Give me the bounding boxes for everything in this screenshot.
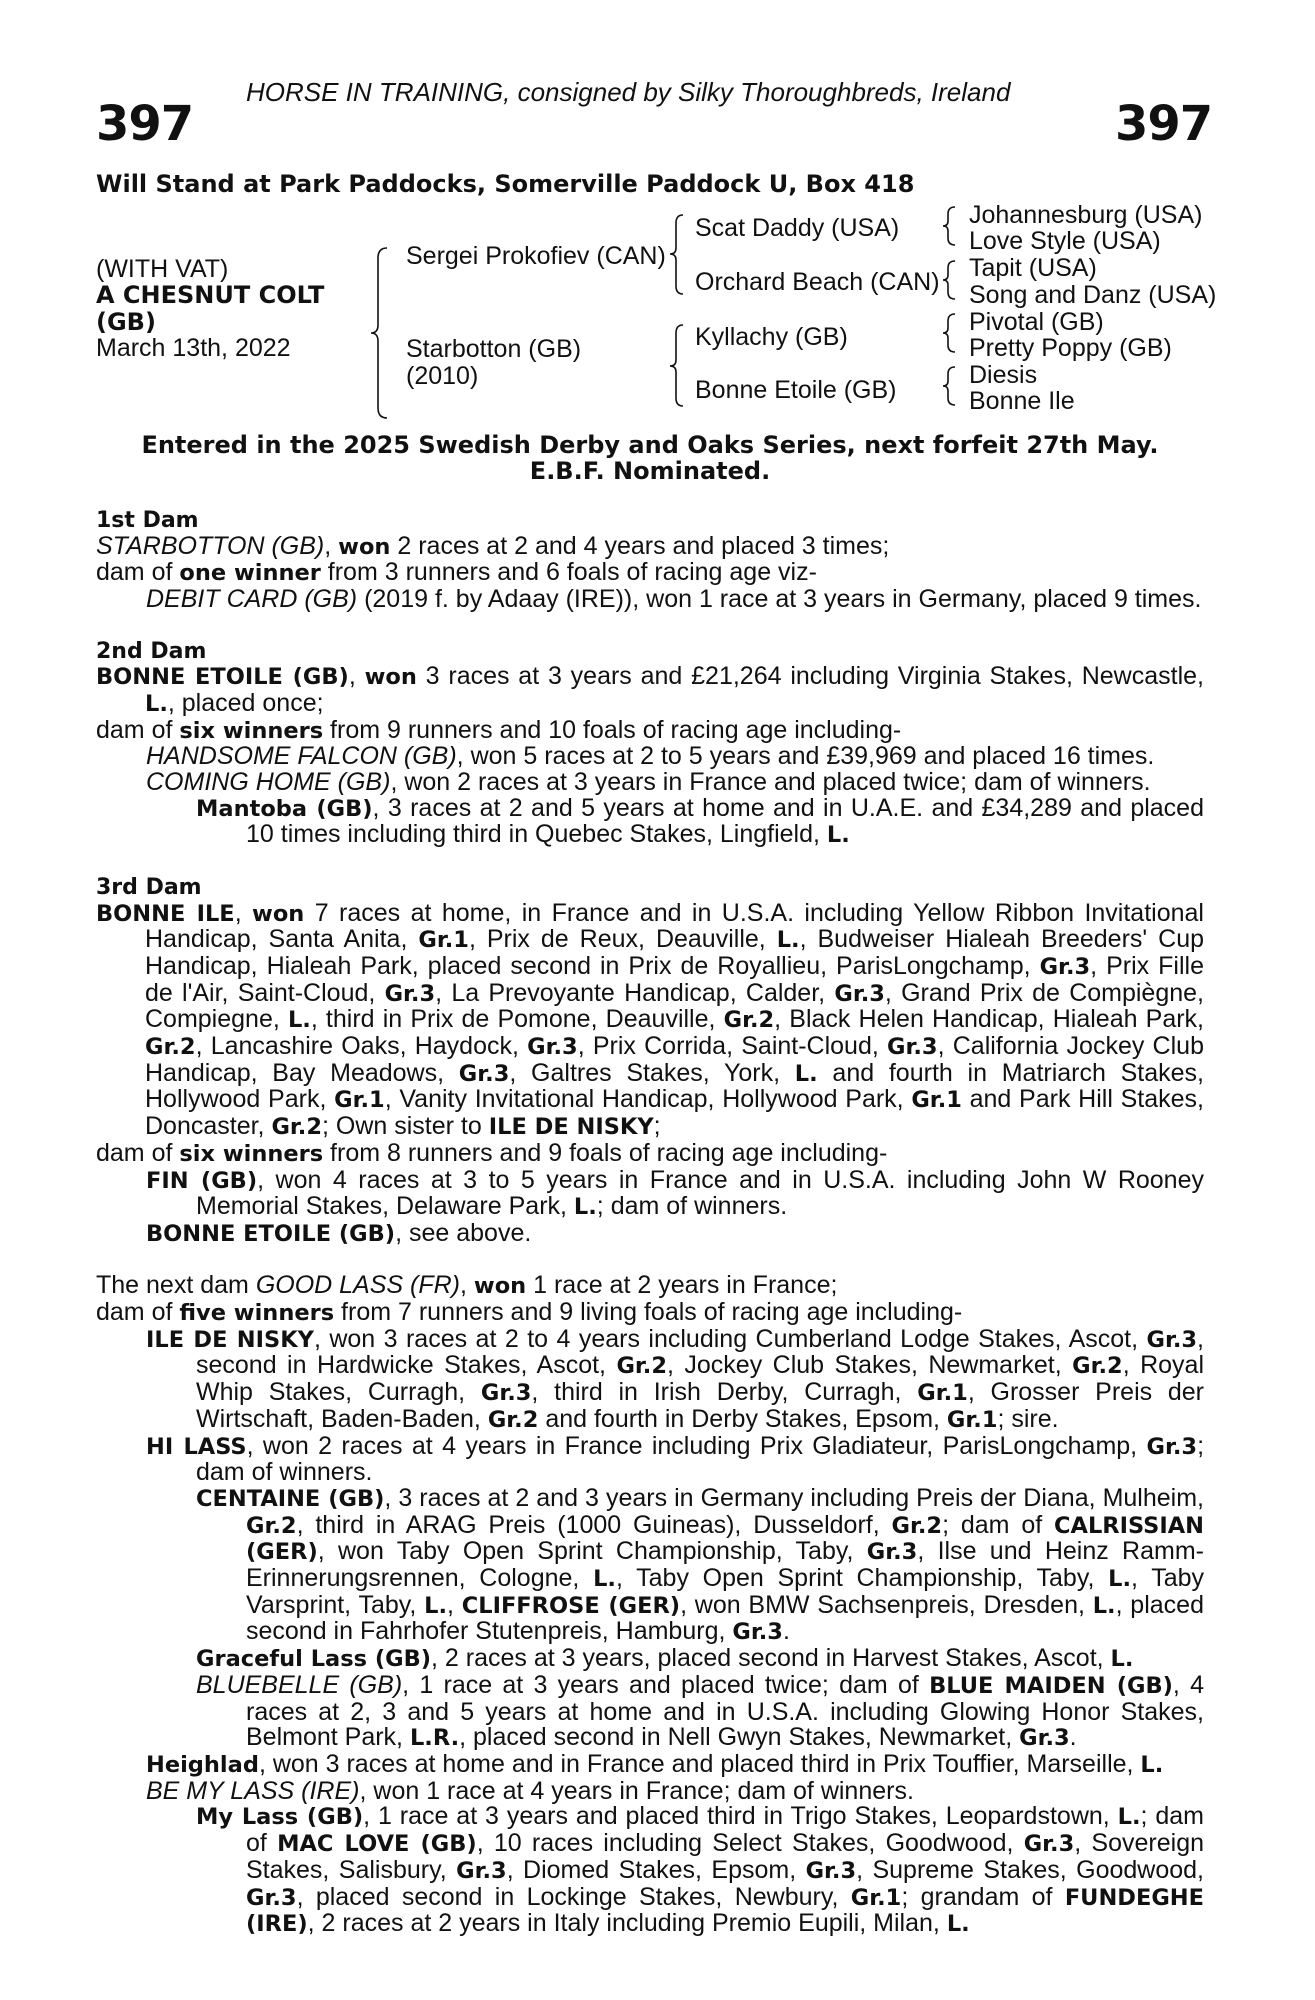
dam-dam: Bonne Etoile (GB) <box>695 376 897 404</box>
second-dam-section <box>96 639 1204 850</box>
next-dam-record: The next dam GOOD LASS (FR), won 1 race at 2 years in France; <box>96 1271 838 1300</box>
entry-line-1: Entered in the 2025 Swedish Derby and Oaks Series, next forfeit 27th May. <box>141 431 1159 459</box>
sire-dam: Orchard Beach (CAN) <box>695 268 940 296</box>
grandoffspring-my-lass: My Lass (GB), 1 race at 3 years and placed third in Trigo Stakes, Leopardstown, L.; dam of MAC LOVE (GB), 10 races including Select Stakes, Goodwood, Gr.3, Sovereign Stakes, Salisbury, Gr.3, Diomed Stakes, Epsom, Gr.3, Supreme Stakes, Goodwood, Gr.3, placed second in Lockinge Stakes, Newbury, Gr.1; grandam of FUNDEGHE (IRE), 2 races at 2 years in Italy including Premio Eupili, Milan, L. <box>196 1802 1205 1938</box>
grandoffspring-bluebelle: BLUEBELLE (GB), 1 race at 3 years and placed twice; dam of BLUE MAIDEN (GB), 4 races at 2, 3 and 5 years at home and in U.S.A. including Glowing Honor Stakes, Belmont Park, L.R., placed second in Nell Gwyn Stakes, Newmarket, Gr.3. <box>196 1670 1205 1752</box>
third-dam-heading: 3rd Dam <box>96 874 202 900</box>
third-dam-record: BONNE ILE, won 7 races at home, in France and in U.S.A. including Yellow Ribbon Invitational Handicap, Santa Anita, Gr.1, Prix de Reux, Deauville, L., Budweiser Hialeah Breeders' Cup Handicap, Hialeah Park, placed second in Prix de Royallieu, ParisLongchamp, Gr.3, Prix Fille de l'Air, Saint-Cloud, Gr.3, La Prevoyante Handicap, Calder, Gr.3, Grand Prix de Compiègne, Compiegne, L., third in Prix de Pomone, Deauville, Gr.2, Black Helen Handicap, Hialeah Park, Gr.2, Lancashire Oaks, Haydock, Gr.3, Prix Corrida, Saint-Cloud, Gr.3, California Jockey Club Handicap, Bay Meadows, Gr.3, Galtres Stakes, York, L. and fourth in Matriarch Stakes, Hollywood Park, Gr.1, Vanity Invitational Handicap, Hollywood Park, Gr.1 and Park Hill Stakes, Doncaster, Gr.2; Own sister to ILE DE NISKY; <box>96 898 1205 1141</box>
first-dam-produce: dam of one winner from 3 runners and 6 foals of racing age viz- <box>96 558 817 587</box>
horse-title-country: (GB) <box>96 308 156 336</box>
lot-number-left: 397 <box>96 96 194 152</box>
horse-title: A CHESNUT COLT <box>96 281 325 309</box>
third-dam-offspring-1: FIN (GB), won 4 races at 3 to 5 years in France and in U.S.A. including John W Rooney Memorial Stakes, Delaware Park, L.; dam of winners. <box>146 1165 1204 1221</box>
third-dam-offspring-2: BONNE ETOILE (GB), see above. <box>146 1218 532 1247</box>
grandoffspring-graceful-lass: Graceful Lass (GB), 2 races at 3 years, placed second in Harvest Stakes, Ascot, L. <box>196 1644 1134 1673</box>
first-dam-record: STARBOTTON (GB), won 2 races at 2 and 4 years and placed 3 times; <box>96 531 890 560</box>
next-dam-offspring-4: BE MY LASS (IRE), won 1 race at 4 years in France; dam of winners. <box>146 1776 914 1805</box>
consignment-line: HORSE IN TRAINING, consigned by Silky Thoroughbreds, Ireland <box>246 77 1011 107</box>
gen3-5: Pivotal (GB) <box>969 308 1104 336</box>
sire: Sergei Prokofiev (CAN) <box>406 242 666 270</box>
gen3-8: Bonne Ile <box>969 387 1075 415</box>
second-dam-grandoffspring: Mantoba (GB), 3 races at 2 and 5 years at home and in U.A.E. and £34,289 and placed 10 times including third in Quebec Stakes, Lingfield, L. <box>196 793 1204 849</box>
dam: Starbotton (GB) <box>406 335 582 363</box>
grandoffspring-centaine: CENTAINE (GB), 3 races at 2 and 3 years in Germany including Preis der Diana, Mulheim, Gr.2, third in ARAG Preis (1000 Guineas), Dusseldorf, Gr.2; dam of CALRISSIAN (GER), won Taby Open Sprint Championship, Taby, Gr.3, Ilse und Heinz Ramm-Erinnerungsrennen, Cologne, L., Taby Open Sprint Championship, Taby, L., Taby Varsprint, Taby, L., CLIFFROSE (GER), won BMW Sachsenpreis, Dresden, L., placed second in Fahrhofer Stutenpreis, Hamburg, Gr.3. <box>196 1483 1204 1646</box>
second-dam-record: BONNE ETOILE (GB), won 3 races at 3 years and £21,264 including Virginia Stakes, Newcastle, L., placed once; <box>96 662 1204 717</box>
dam-sire: Kyllachy (GB) <box>695 323 848 351</box>
produce-record <box>96 508 1204 1938</box>
sire-sire: Scat Daddy (USA) <box>695 214 900 242</box>
next-dam-offspring-3: Heighlad, won 3 races at home and in France and placed third in Prix Touffier, Marseille, L. <box>146 1750 1164 1778</box>
first-dam-heading: 1st Dam <box>96 508 199 533</box>
first-dam-section <box>96 508 1204 613</box>
gen3-4: Song and Danz (USA) <box>969 281 1217 309</box>
lot-number-right: 397 <box>1115 96 1213 152</box>
gen3-1: Johannesburg (USA) <box>969 201 1203 229</box>
gen3-2: Love Style (USA) <box>969 227 1161 255</box>
entry-note <box>96 432 1204 484</box>
next-dam-section <box>96 1273 1204 1938</box>
gen3-3: Tapit (USA) <box>969 254 1097 282</box>
third-dam-section <box>96 875 1204 1248</box>
next-dam-offspring-1: ILE DE NISKY, won 3 races at 2 to 4 years including Cumberland Lodge Stakes, Ascot, Gr.3, second in Hardwicke Stakes, Ascot, Gr.2, Jockey Club Stakes, Newmarket, Gr.2, Royal Whip Stakes, Curragh, Gr.3, third in Irish Derby, Curragh, Gr.1, Grosser Preis der Wirtschaft, Baden-Baden, Gr.2 and fourth in Derby Stakes, Epsom, Gr.1; sire. <box>146 1324 1205 1433</box>
next-dam-produce: dam of five winners from 7 runners and 9 living foals of racing age including- <box>96 1298 963 1327</box>
first-dam-offspring: DEBIT CARD (GB) (2019 f. by Adaay (IRE)), won 1 race at 3 years in Germany, placed 9 times. <box>146 585 1202 614</box>
gen3-6: Pretty Poppy (GB) <box>969 334 1172 362</box>
dam-year: (2010) <box>406 362 479 390</box>
entry-line-2: E.B.F. Nominated. <box>529 457 771 485</box>
second-dam-offspring-2: COMING HOME (GB), won 2 races at 3 years in France and placed twice; dam of winners. <box>146 768 1151 797</box>
vat-note: (WITH VAT) <box>96 255 229 283</box>
second-dam-heading: 2nd Dam <box>96 638 207 664</box>
second-dam-offspring-1: HANDSOME FALCON (GB), won 5 races at 2 to 5 years and £39,969 and placed 16 times. <box>146 742 1155 771</box>
foaling-date: March 13th, 2022 <box>96 334 291 362</box>
stand-location: Will Stand at Park Paddocks, Somerville Paddock U, Box 418 <box>96 170 915 198</box>
next-dam-offspring-2: HI LASS, won 2 races at 4 years in France including Prix Gladiateur, ParisLongchamp, Gr.3; dam of winners. <box>146 1431 1205 1487</box>
third-dam-produce: dam of six winners from 8 runners and 9 foals of racing age including- <box>96 1138 888 1167</box>
second-dam-produce: dam of six winners from 9 runners and 10 foals of racing age including- <box>96 715 902 744</box>
gen3-7: Diesis <box>969 361 1038 389</box>
